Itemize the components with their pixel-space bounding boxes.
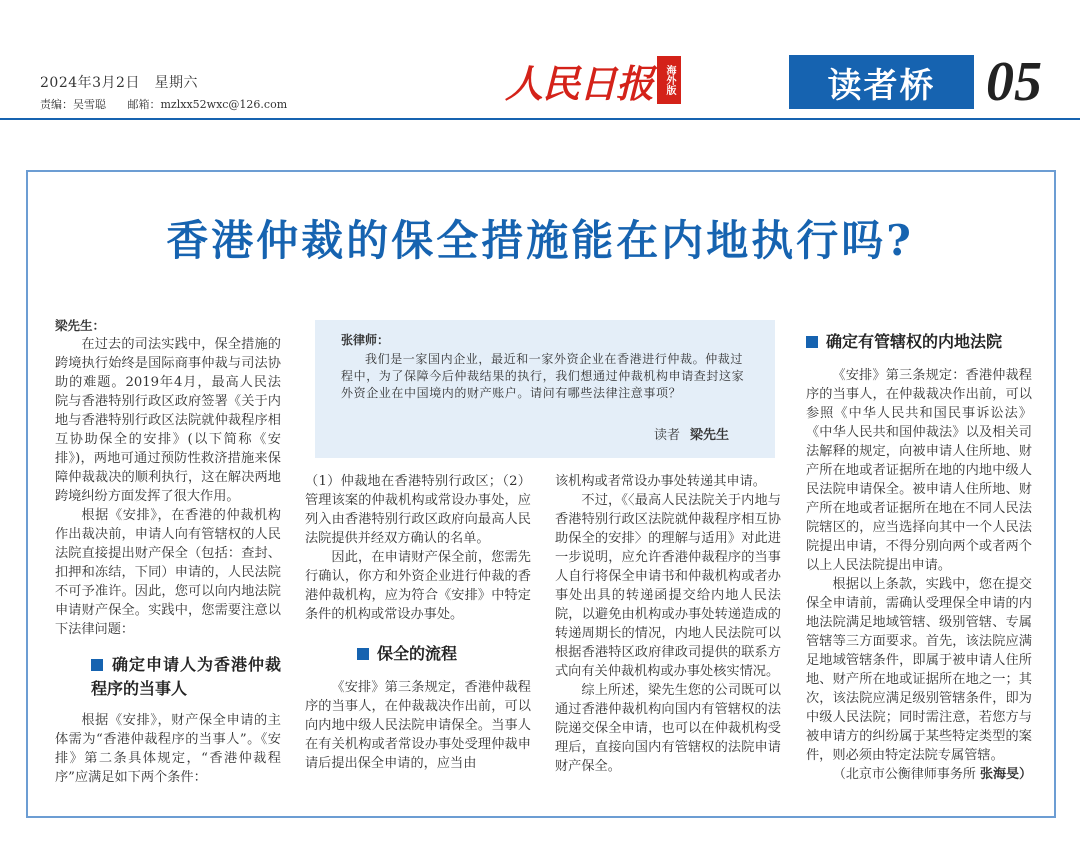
author-org: （北京市公衡律师事务所 [832,767,976,782]
column-1 [55,316,281,787]
page-number: 05 [986,51,1042,113]
logo-stamp [657,56,681,104]
newspaper-logo [505,58,681,106]
paragraph: 根据《安排》，在香港的仲裁机构作出裁决前，申请人向有管辖权的人民法院直接提出财产保全（包括：查封、扣押和冻结，下同）申请的，人民法院不可予准许。因此，您可以向内地法院申请财产保全。实践中，您需要注意以下法律问题： [55,508,281,637]
paragraph: 该机构或者常设办事处转递其申请。 [555,474,766,489]
subheading-text: 确定有管辖权的内地法院 [826,332,1003,351]
editor-name: 责编：吴雪聪 [40,98,106,111]
subheading [55,653,281,701]
paragraph: 在过去的司法实践中，保全措施的跨境执行始终是国际商事仲裁与司法协助的难题。2019年4月，最高人民法院与香港特别行政区政府签署《关于内地与香港特别行政区法院就仲裁程序相互协助保全的安排》(以下简称《安排》)，两地可通过预防性救济措施来保障仲裁裁决的顺利执行，这在解决两地跨境纠纷方面发挥了很大作用。 [55,337,281,504]
subheading-text: 确定申请人为香港仲裁程序的当事人 [91,655,281,698]
square-bullet-icon [91,659,103,671]
paragraph: （1）仲裁地在香港特别行政区；（2）管理该案的仲裁机构或常设办事处，应列入由香港特别行政区政府向最高人民法院提供并经双方确认的名单。 [305,474,531,546]
letter-sign-label: 读者 [653,428,680,443]
square-bullet-icon [357,648,369,660]
subheading [806,330,1032,354]
paragraph: 因此，在申请财产保全前，您需先行确认，你方和外资企业进行仲裁的香港仲裁机构，应为符合《安排》中特定条件的机构或常设办事处。 [305,550,531,622]
paragraph: 《安排》第三条规定，香港仲裁程序的当事人，在仲裁裁决作出前，可以向内地中级人民法院申请保全。当事人在有关机构或者常设办事处受理仲裁申请后提出保全申请的，应当由 [305,680,531,771]
paragraph: 《安排》第三条规定：香港仲裁程序的当事人，在仲裁裁决作出前，可以参照《中华人民共和国民事诉讼法》《中华人民共和国仲裁法》以及相关司法解释的规定，向被申请人住所地、财产所在地或者证据所在地的内地中级人民法院申请保全。被申请人住所地、财产所在地或者证据所在地在不同人民法院辖区的，应当选择向其中一个人民法院提出申请，不得分别向两个或者两个以上人民法院提出申请。 [806,368,1032,573]
paragraph: 根据以上条款，实践中，您在提交保全申请前，需确认受理保全申请的内地法院满足地域管辖、级别管辖、专属管辖等三方面要求。首先，该法院应满足地域管辖条件，即属于被申请人住所地、财产所在地或证据所在地之一；其次，该法院应满足级别管辖条件，即为中级人民法院；同时需注意，若您方与被申请方的纠纷属于某些特定类型的案件，则必须由特定法院专属管辖。 [806,577,1032,763]
letter-salutation: 张律师： [341,333,390,347]
letter-signature [654,427,729,444]
subheading [357,642,531,666]
paragraph: 根据《安排》，财产保全申请的主体需为“香港仲裁程序的当事人”。《安排》第二条具体规定，“香港仲裁程序”应满足如下两个条件： [55,713,281,785]
header-rule [0,118,1080,120]
paragraph: 综上所述，梁先生您的公司既可以通过香港仲裁机构向国内有管辖权的法院递交保全申请，也可以在仲裁机构受理后，直接向国内有管辖权的法院申请财产保全。 [555,683,781,774]
subheading-text: 保全的流程 [377,644,458,663]
section-title: 读者桥 [789,55,974,109]
letter-body: 我们是一家国内企业，最近和一家外资企业在香港进行仲裁。仲裁过程中，为了保障今后仲裁结果的执行，我们想通过仲裁机构申请查封这家外资企业在中国境内的财产账户。请问有哪些法律注意事项？ [341,352,745,400]
square-bullet-icon [806,336,818,348]
author-name: 张海旻） [979,767,1032,782]
issue-date: 2024年3月2日 星期六 [40,75,198,91]
article-title: 香港仲裁的保全措施能在内地执行吗? [166,216,914,265]
editor-email: 邮箱：mzlxx52wxc@126.com [127,98,288,111]
editor-line [40,96,305,112]
article-author [806,765,1032,784]
logo-text: 人民日报 [505,60,654,106]
column-4 [806,330,1032,784]
letter-sign-name: 梁先生 [689,428,729,443]
logo-stamp-text: 海外版 [664,65,676,95]
column-3 [555,472,781,776]
reply-greeting: 梁先生： [55,318,106,333]
column-2 [305,472,531,773]
reader-letter [315,320,775,458]
paragraph: 不过，《〈最高人民法院关于内地与香港特别行政区法院就仲裁程序相互协助保全的安排〉的理解与适用》对此进一步说明，应允许香港仲裁程序的当事人自行将保全申请书和仲裁机构或者办事处出具的转递函提交给内地人民法院，以避免由机构或办事处转递造成的转递周期长的情况，内地人民法院可以根据香港特区政府律政司提供的联系方式向有关仲裁机构或办事处核实情况。 [555,493,781,679]
